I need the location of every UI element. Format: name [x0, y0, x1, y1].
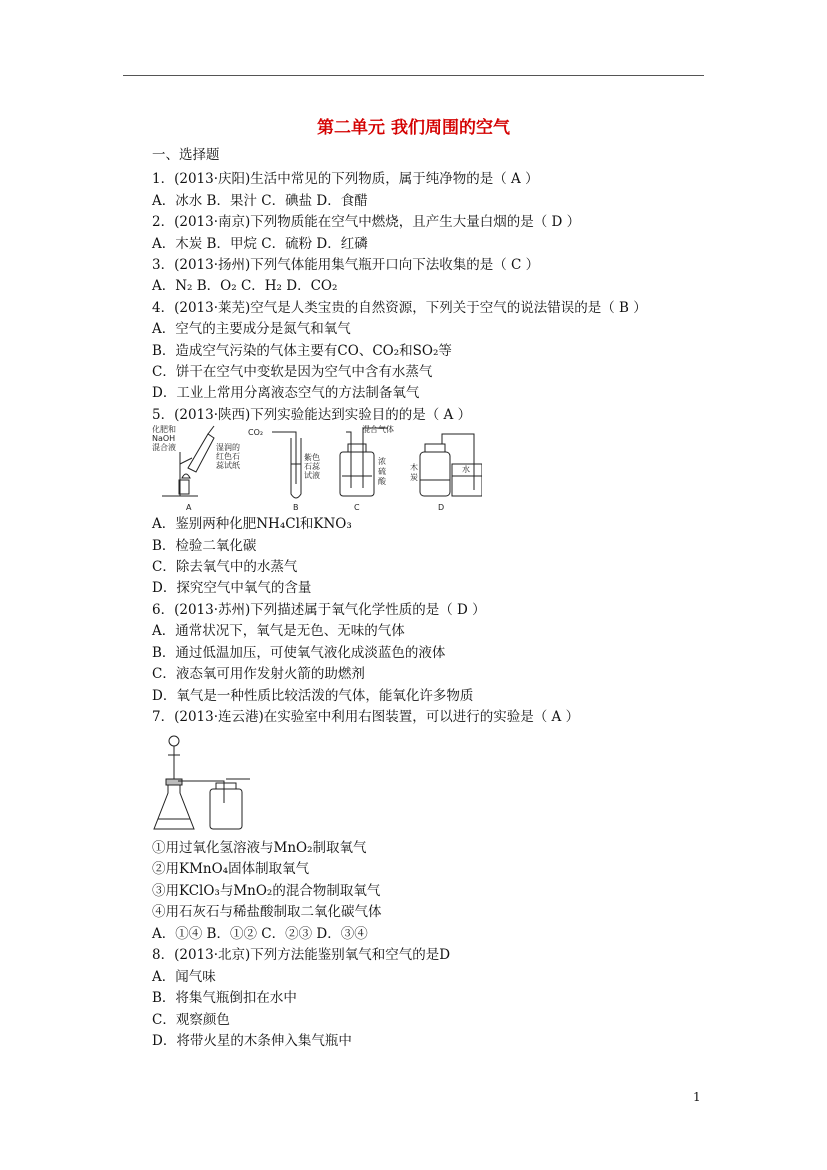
fig5-a-paper-1: 湿润的	[216, 443, 240, 452]
question-line-q7-2: ②用KMnO₄固体制取氧气	[152, 861, 310, 877]
co2-inlet	[272, 432, 296, 484]
conical-flask	[154, 785, 194, 829]
question-line-q5-c: C．除去氧气中的水蒸气	[152, 559, 298, 575]
page-number: 1	[693, 1090, 701, 1104]
question-line-q1: 1．(2013·庆阳)生活中常见的下列物质，属于纯净物的是（ A ）	[152, 171, 539, 187]
question-line-q1-opts: A．冰水 B．果汁 C．碘盐 D．食醋	[152, 193, 368, 209]
delivery-tube	[178, 781, 224, 803]
question-line-q8-b: B．将集气瓶倒扣在水中	[152, 990, 297, 1006]
question-line-q7: 7．(2013·连云港)在实验室中利用右图装置，可以进行的实验是（ A ）	[152, 709, 580, 725]
question-line-q5: 5．(2013·陕西)下列实验能达到实验目的的是（ A ）	[152, 407, 472, 423]
question-line-q6-b: B．通过低温加压，可使氧气液化成淡蓝色的液体	[152, 645, 446, 661]
fig5-letter-b: B	[293, 503, 299, 512]
question-line-q2-opts: A．木炭 B．甲烷 C．硫粉 D．红磷	[152, 236, 368, 252]
fig5-c-label-1: 浓	[378, 457, 386, 466]
gas-jar	[210, 789, 242, 829]
fig5-a-label-3: 混合液	[152, 443, 176, 452]
fig5-c-label-3: 酸	[378, 477, 386, 486]
q5-figure	[152, 424, 482, 514]
c-inlet	[346, 432, 351, 488]
question-line-q4-d: D．工业上常用分离液态空气的方法制备氧气	[152, 385, 420, 401]
question-line-q5-d: D．探究空气中氧气的含量	[152, 580, 312, 596]
question-line-q7-opts: A．①④ B．①② C．②③ D．③④	[152, 926, 368, 942]
stopper	[166, 779, 182, 785]
question-line-q4-c: C．饼干在空气中变软是因为空气中含有水蒸气	[152, 364, 433, 380]
page-title: 第二单元 我们周围的空气	[317, 118, 510, 138]
fig5-b-label-1: 紫色	[304, 453, 320, 462]
question-line-q8-c: C．观察颜色	[152, 1012, 230, 1028]
question-line-q4: 4．(2013·莱芜)空气是人类宝贵的自然资源，下列关于空气的说法错误的是（ B ）	[152, 300, 647, 316]
question-line-q4-a: A．空气的主要成分是氮气和氧气	[152, 321, 351, 337]
separatory-funnel	[169, 736, 179, 746]
fig5-a-paper-3: 蕊试纸	[216, 461, 240, 470]
fig5-letter-c: C	[354, 503, 360, 512]
d-connector	[442, 434, 474, 490]
header-rule	[123, 75, 704, 76]
question-line-q5-b: B．检验二氧化碳	[152, 538, 257, 554]
question-line-q7-3: ③用KClO₃与MnO₂的混合物制取氧气	[152, 883, 381, 899]
question-line-q8-a: A．闻气味	[152, 969, 216, 985]
section-heading: 一、选择题	[152, 147, 220, 163]
question-line-q6-c: C．液态氧可用作发射火箭的助燃剂	[152, 666, 365, 682]
burner-flame	[182, 474, 190, 478]
litmus-paper	[208, 426, 214, 434]
wash-bottle	[340, 452, 374, 496]
q7-figure	[152, 733, 252, 833]
question-line-q3: 3．(2013·扬州)下列气体能用集气瓶开口向下法收集的是（ C ）	[152, 257, 540, 273]
fig5-letter-d: D	[438, 503, 445, 512]
question-line-q6-a: A．通常状况下，氧气是无色、无味的气体	[152, 623, 405, 639]
fig5-b-label-2: 石蕊	[304, 462, 320, 471]
fig5-d-char-1: 木	[410, 463, 418, 472]
question-line-q6-d: D．氧气是一种性质比较活泼的气体，能氧化许多物质	[152, 688, 474, 704]
fig5-c-label-2: 硫	[378, 467, 386, 476]
fig5-a-label-2: NaOH	[152, 434, 176, 443]
fig5-b-gas: CO₂	[248, 428, 264, 437]
fig5-d-char-2: 炭	[410, 473, 418, 482]
question-line-q4-b: B．造成空气污染的气体主要有CO、CO₂和SO₂等	[152, 343, 452, 359]
question-line-q6: 6．(2013·苏州)下列描述属于氧气化学性质的是（ D ）	[152, 602, 486, 618]
question-line-q2: 2．(2013·南京)下列物质能在空气中燃烧，且产生大量白烟的是（ D ）	[152, 214, 581, 230]
question-line-q8-d: D．将带火星的木条伸入集气瓶中	[152, 1033, 352, 1049]
bell-jar	[420, 452, 450, 496]
fig5-letter-a: A	[186, 503, 192, 512]
question-line-q3-opts: A．N₂ B．O₂ C．H₂ D．CO₂	[152, 278, 338, 294]
question-line-q5-a: A．鉴别两种化肥NH₄Cl和KNO₃	[152, 516, 352, 532]
fig5-d-water: 水	[462, 465, 470, 474]
question-line-q7-1: ①用过氧化氢溶液与MnO₂制取氧气	[152, 840, 367, 856]
fig5-c-gas: 混合气体	[362, 425, 394, 434]
tilted-test-tube	[188, 434, 214, 472]
question-line-q7-4: ④用石灰石与稀盐酸制取二氧化碳气体	[152, 904, 382, 920]
question-line-q8: 8．(2013·北京)下列方法能鉴别氧气和空气的是D	[152, 947, 451, 963]
fig5-a-paper-2: 红色石	[216, 452, 240, 461]
fig5-b-label-3: 试液	[304, 471, 320, 480]
fig5-a-label-1: 化肥和	[152, 425, 176, 434]
